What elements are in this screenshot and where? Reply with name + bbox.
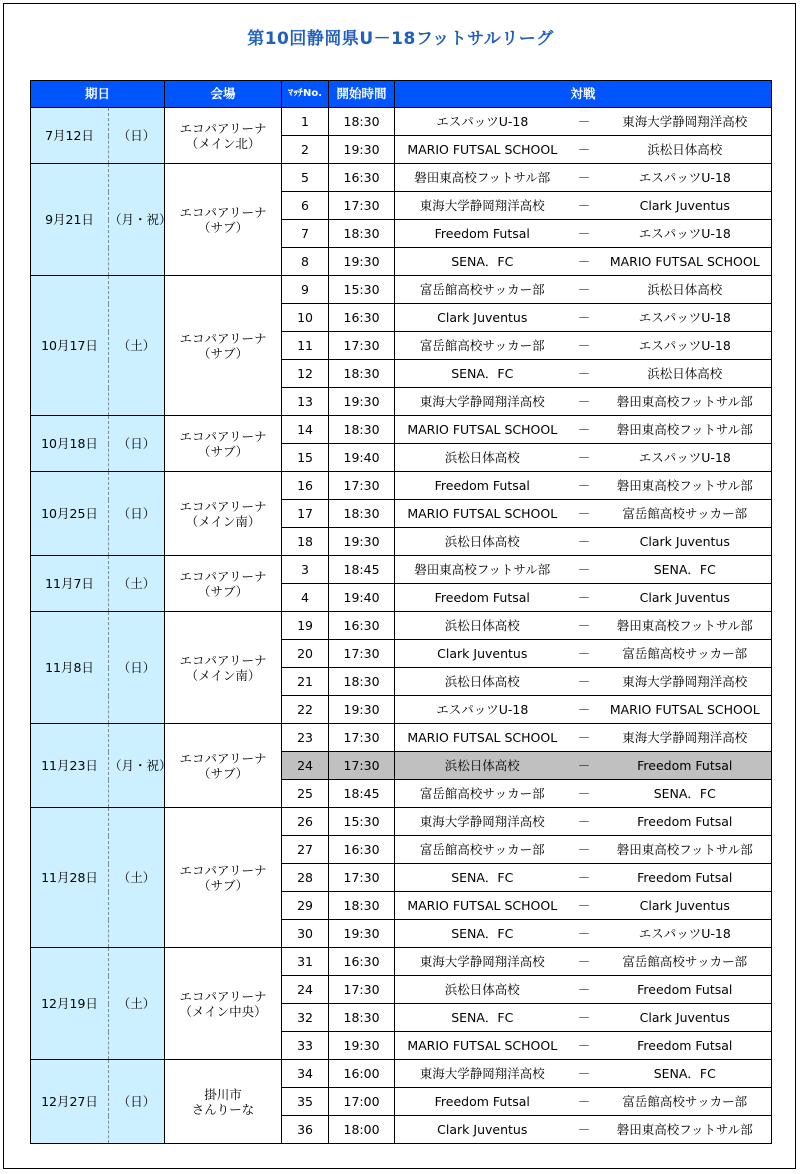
vs-separator: －: [570, 136, 599, 164]
venue-name: エコパアリーナ: [179, 330, 267, 346]
venue-cell: [165, 724, 282, 808]
vs-separator: －: [570, 1060, 599, 1088]
vs-separator: －: [570, 248, 599, 276]
table-row: [31, 1060, 772, 1088]
match-number: 11: [282, 332, 329, 360]
vs-separator: －: [570, 556, 599, 584]
start-time: 19:30: [329, 1032, 395, 1060]
venue-cell: [165, 556, 282, 612]
date-cell: 11月28日: [31, 808, 109, 948]
match-number: 35: [282, 1088, 329, 1116]
match-number: 12: [282, 360, 329, 388]
away-team: Clark Juventus: [599, 192, 772, 220]
page-title: 第10回静岡県U－18フットサルリーグ: [247, 29, 554, 49]
home-team: 浜松日体高校: [395, 668, 570, 696]
start-time: 15:30: [329, 808, 395, 836]
away-team: 磐田東高校フットサル部: [599, 1116, 772, 1144]
home-team: Clark Juventus: [395, 640, 570, 668]
venue-name: エコパアリーナ: [179, 428, 267, 444]
home-team: Freedom Futsal: [395, 472, 570, 500]
home-team: エスパッツU-18: [395, 108, 570, 136]
weekday-cell: （土）: [109, 556, 165, 612]
match-number: 22: [282, 696, 329, 724]
match-number: 10: [282, 304, 329, 332]
date-cell: 9月21日: [31, 164, 109, 276]
start-time: 17:30: [329, 864, 395, 892]
vs-separator: －: [570, 864, 599, 892]
vs-separator: －: [570, 640, 599, 668]
vs-separator: －: [570, 920, 599, 948]
schedule-body: [31, 108, 772, 1144]
header-match-no: ﾏｯﾁNo.: [282, 81, 329, 108]
home-team: Freedom Futsal: [395, 220, 570, 248]
home-team: 富岳館高校サッカー部: [395, 332, 570, 360]
home-team: Freedom Futsal: [395, 584, 570, 612]
home-team: SENA．FC: [395, 360, 570, 388]
start-time: 18:30: [329, 1004, 395, 1032]
start-time: 18:30: [329, 892, 395, 920]
start-time: 18:30: [329, 108, 395, 136]
start-time: 18:30: [329, 668, 395, 696]
header-date: 期日: [31, 81, 165, 108]
table-row: [31, 472, 772, 500]
vs-separator: －: [570, 472, 599, 500]
start-time: 18:30: [329, 220, 395, 248]
home-team: MARIO FUTSAL SCHOOL: [395, 892, 570, 920]
home-team: 富岳館高校サッカー部: [395, 276, 570, 304]
header-match: 対戦: [395, 81, 772, 108]
date-cell: 12月27日: [31, 1060, 109, 1144]
home-team: 浜松日体高校: [395, 528, 570, 556]
venue-cell: [165, 416, 282, 472]
away-team: Freedom Futsal: [599, 752, 772, 780]
home-team: SENA．FC: [395, 864, 570, 892]
start-time: 17:30: [329, 192, 395, 220]
match-number: 24: [282, 976, 329, 1004]
home-team: 東海大学静岡翔洋高校: [395, 808, 570, 836]
schedule-table: [30, 80, 772, 1144]
home-team: 東海大学静岡翔洋高校: [395, 948, 570, 976]
match-number: 5: [282, 164, 329, 192]
home-team: 磐田東高校フットサル部: [395, 556, 570, 584]
start-time: 19:30: [329, 388, 395, 416]
start-time: 17:30: [329, 976, 395, 1004]
match-number: 34: [282, 1060, 329, 1088]
vs-separator: －: [570, 584, 599, 612]
match-number: 1: [282, 108, 329, 136]
vs-separator: －: [570, 1032, 599, 1060]
home-team: 浜松日体高校: [395, 752, 570, 780]
away-team: 浜松日体高校: [599, 360, 772, 388]
start-time: 19:30: [329, 528, 395, 556]
weekday-cell: （土）: [109, 948, 165, 1060]
start-time: 19:40: [329, 444, 395, 472]
header-row: [31, 81, 772, 108]
match-number: 26: [282, 808, 329, 836]
weekday-cell: （日）: [109, 1060, 165, 1144]
away-team: 浜松日体高校: [599, 276, 772, 304]
away-team: SENA．FC: [599, 1060, 772, 1088]
venue-court: さんりーな: [191, 1101, 255, 1117]
table-row: [31, 612, 772, 640]
start-time: 16:00: [329, 1060, 395, 1088]
start-time: 19:30: [329, 920, 395, 948]
away-team: Freedom Futsal: [599, 976, 772, 1004]
match-number: 32: [282, 1004, 329, 1032]
vs-separator: －: [570, 332, 599, 360]
start-time: 17:30: [329, 640, 395, 668]
vs-separator: －: [570, 164, 599, 192]
venue-court: （サブ）: [197, 345, 249, 361]
venue-cell: [165, 808, 282, 948]
start-time: 16:30: [329, 164, 395, 192]
away-team: Freedom Futsal: [599, 1032, 772, 1060]
weekday-cell: （日）: [109, 108, 165, 164]
vs-separator: －: [570, 724, 599, 752]
table-row: [31, 108, 772, 136]
home-team: Clark Juventus: [395, 1116, 570, 1144]
match-number: 3: [282, 556, 329, 584]
date-cell: 10月25日: [31, 472, 109, 556]
start-time: 18:30: [329, 416, 395, 444]
match-number: 9: [282, 276, 329, 304]
away-team: 磐田東高校フットサル部: [599, 836, 772, 864]
start-time: 16:30: [329, 836, 395, 864]
home-team: SENA．FC: [395, 920, 570, 948]
away-team: 磐田東高校フットサル部: [599, 416, 772, 444]
away-team: 東海大学静岡翔洋高校: [599, 108, 772, 136]
venue-name: エコパアリーナ: [179, 988, 267, 1004]
venue-name: エコパアリーナ: [179, 750, 267, 766]
header-start-time: 開始時間: [329, 81, 395, 108]
away-team: Freedom Futsal: [599, 808, 772, 836]
venue-cell: [165, 612, 282, 724]
table-row: [31, 164, 772, 192]
away-team: Clark Juventus: [599, 1004, 772, 1032]
vs-separator: －: [570, 836, 599, 864]
match-number: 7: [282, 220, 329, 248]
start-time: 17:30: [329, 752, 395, 780]
start-time: 17:30: [329, 332, 395, 360]
table-row: [31, 724, 772, 752]
match-number: 20: [282, 640, 329, 668]
venue-name: エコパアリーナ: [179, 568, 267, 584]
start-time: 18:00: [329, 1116, 395, 1144]
table-row: [31, 276, 772, 304]
vs-separator: －: [570, 1004, 599, 1032]
weekday-cell: （日）: [109, 612, 165, 724]
venue-court: （メイン南）: [185, 513, 261, 529]
match-number: 33: [282, 1032, 329, 1060]
away-team: 浜松日体高校: [599, 136, 772, 164]
match-number: 30: [282, 920, 329, 948]
venue-court: （メイン北）: [185, 135, 261, 151]
match-number: 24: [282, 752, 329, 780]
venue-cell: [165, 164, 282, 276]
date-cell: 11月8日: [31, 612, 109, 724]
match-number: 36: [282, 1116, 329, 1144]
away-team: Clark Juventus: [599, 892, 772, 920]
home-team: 東海大学静岡翔洋高校: [395, 192, 570, 220]
away-team: MARIO FUTSAL SCHOOL: [599, 696, 772, 724]
away-team: 富岳館高校サッカー部: [599, 1088, 772, 1116]
home-team: MARIO FUTSAL SCHOOL: [395, 1032, 570, 1060]
vs-separator: －: [570, 752, 599, 780]
vs-separator: －: [570, 612, 599, 640]
match-number: 2: [282, 136, 329, 164]
date-cell: 11月23日: [31, 724, 109, 808]
date-cell: 12月19日: [31, 948, 109, 1060]
home-team: MARIO FUTSAL SCHOOL: [395, 724, 570, 752]
vs-separator: －: [570, 388, 599, 416]
start-time: 15:30: [329, 276, 395, 304]
match-number: 28: [282, 864, 329, 892]
match-number: 17: [282, 500, 329, 528]
away-team: SENA．FC: [599, 780, 772, 808]
home-team: 東海大学静岡翔洋高校: [395, 1060, 570, 1088]
away-team: エスパッツU-18: [599, 220, 772, 248]
away-team: 富岳館高校サッカー部: [599, 500, 772, 528]
vs-separator: －: [570, 220, 599, 248]
date-cell: 10月17日: [31, 276, 109, 416]
start-time: 19:30: [329, 248, 395, 276]
home-team: MARIO FUTSAL SCHOOL: [395, 500, 570, 528]
vs-separator: －: [570, 444, 599, 472]
start-time: 18:30: [329, 360, 395, 388]
home-team: 富岳館高校サッカー部: [395, 780, 570, 808]
start-time: 17:30: [329, 724, 395, 752]
start-time: 18:45: [329, 556, 395, 584]
header-venue: 会場: [165, 81, 282, 108]
date-cell: 7月12日: [31, 108, 109, 164]
home-team: 磐田東高校フットサル部: [395, 164, 570, 192]
home-team: MARIO FUTSAL SCHOOL: [395, 136, 570, 164]
away-team: エスパッツU-18: [599, 304, 772, 332]
venue-name: エコパアリーナ: [179, 120, 267, 136]
home-team: SENA．FC: [395, 248, 570, 276]
away-team: エスパッツU-18: [599, 920, 772, 948]
away-team: 磐田東高校フットサル部: [599, 472, 772, 500]
venue-court: （メイン南）: [185, 667, 261, 683]
vs-separator: －: [570, 1116, 599, 1144]
away-team: Clark Juventus: [599, 584, 772, 612]
vs-separator: －: [570, 1088, 599, 1116]
away-team: エスパッツU-18: [599, 444, 772, 472]
match-number: 27: [282, 836, 329, 864]
vs-separator: －: [570, 192, 599, 220]
vs-separator: －: [570, 780, 599, 808]
venue-cell: [165, 472, 282, 556]
table-row: [31, 808, 772, 836]
venue-court: （メイン中央）: [179, 1003, 267, 1019]
home-team: 浜松日体高校: [395, 976, 570, 1004]
vs-separator: －: [570, 304, 599, 332]
vs-separator: －: [570, 528, 599, 556]
date-cell: 10月18日: [31, 416, 109, 472]
venue-cell: [165, 108, 282, 164]
vs-separator: －: [570, 416, 599, 444]
vs-separator: －: [570, 892, 599, 920]
venue-name: エコパアリーナ: [179, 204, 267, 220]
start-time: 18:45: [329, 780, 395, 808]
match-number: 23: [282, 724, 329, 752]
venue-cell: [165, 948, 282, 1060]
home-team: 富岳館高校サッカー部: [395, 836, 570, 864]
match-number: 19: [282, 612, 329, 640]
venue-name: 掛川市: [204, 1086, 242, 1102]
vs-separator: －: [570, 808, 599, 836]
home-team: 浜松日体高校: [395, 444, 570, 472]
away-team: エスパッツU-18: [599, 164, 772, 192]
away-team: 東海大学静岡翔洋高校: [599, 668, 772, 696]
match-number: 21: [282, 668, 329, 696]
weekday-cell: （月・祝）: [109, 724, 165, 808]
vs-separator: －: [570, 976, 599, 1004]
table-row: [31, 948, 772, 976]
vs-separator: －: [570, 360, 599, 388]
vs-separator: －: [570, 276, 599, 304]
home-team: エスパッツU-18: [395, 696, 570, 724]
weekday-cell: （土）: [109, 276, 165, 416]
home-team: 東海大学静岡翔洋高校: [395, 388, 570, 416]
away-team: 磐田東高校フットサル部: [599, 388, 772, 416]
start-time: 18:30: [329, 500, 395, 528]
table-row: [31, 416, 772, 444]
venue-court: （サブ）: [197, 219, 249, 235]
start-time: 16:30: [329, 612, 395, 640]
venue-cell: [165, 276, 282, 416]
home-team: SENA．FC: [395, 1004, 570, 1032]
vs-separator: －: [570, 500, 599, 528]
away-team: MARIO FUTSAL SCHOOL: [599, 248, 772, 276]
weekday-cell: （日）: [109, 472, 165, 556]
venue-court: （サブ）: [197, 583, 249, 599]
match-number: 16: [282, 472, 329, 500]
vs-separator: －: [570, 668, 599, 696]
venue-name: エコパアリーナ: [179, 498, 267, 514]
home-team: Freedom Futsal: [395, 1088, 570, 1116]
start-time: 19:30: [329, 696, 395, 724]
start-time: 16:30: [329, 304, 395, 332]
vs-separator: －: [570, 108, 599, 136]
start-time: 19:30: [329, 136, 395, 164]
venue-court: （サブ）: [197, 765, 249, 781]
date-cell: 11月7日: [31, 556, 109, 612]
away-team: Freedom Futsal: [599, 864, 772, 892]
match-number: 4: [282, 584, 329, 612]
match-number: 18: [282, 528, 329, 556]
away-team: 富岳館高校サッカー部: [599, 640, 772, 668]
start-time: 17:00: [329, 1088, 395, 1116]
venue-court: （サブ）: [197, 443, 249, 459]
venue-cell: [165, 1060, 282, 1144]
table-row: [31, 556, 772, 584]
away-team: 磐田東高校フットサル部: [599, 612, 772, 640]
venue-court: （サブ）: [197, 877, 249, 893]
vs-separator: －: [570, 948, 599, 976]
home-team: MARIO FUTSAL SCHOOL: [395, 416, 570, 444]
vs-separator: －: [570, 696, 599, 724]
start-time: 19:40: [329, 584, 395, 612]
away-team: 東海大学静岡翔洋高校: [599, 724, 772, 752]
away-team: 富岳館高校サッカー部: [599, 948, 772, 976]
match-number: 14: [282, 416, 329, 444]
match-number: 25: [282, 780, 329, 808]
start-time: 16:30: [329, 948, 395, 976]
match-number: 31: [282, 948, 329, 976]
venue-name: エコパアリーナ: [179, 652, 267, 668]
away-team: SENA．FC: [599, 556, 772, 584]
match-number: 13: [282, 388, 329, 416]
weekday-cell: （月・祝）: [109, 164, 165, 276]
match-number: 6: [282, 192, 329, 220]
home-team: 浜松日体高校: [395, 612, 570, 640]
weekday-cell: （日）: [109, 416, 165, 472]
home-team: Clark Juventus: [395, 304, 570, 332]
match-number: 29: [282, 892, 329, 920]
start-time: 17:30: [329, 472, 395, 500]
weekday-cell: （土）: [109, 808, 165, 948]
match-number: 8: [282, 248, 329, 276]
match-number: 15: [282, 444, 329, 472]
away-team: Clark Juventus: [599, 528, 772, 556]
away-team: エスパッツU-18: [599, 332, 772, 360]
venue-name: エコパアリーナ: [179, 862, 267, 878]
